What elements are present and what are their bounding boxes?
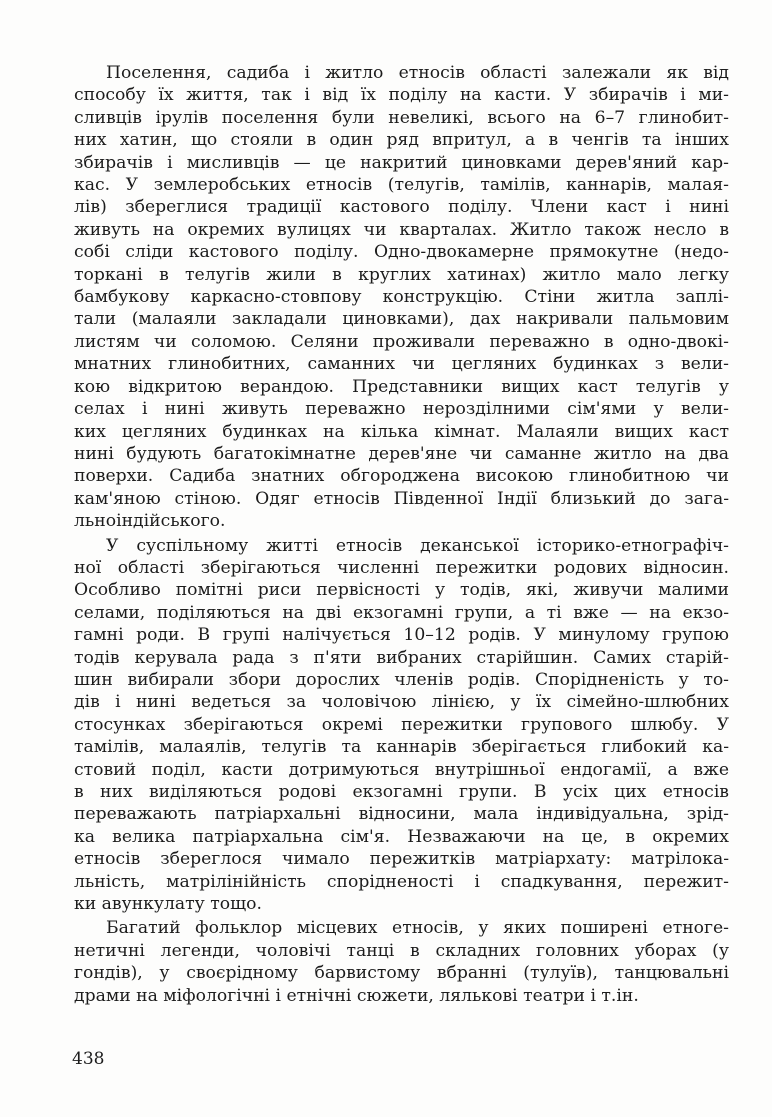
text-line: лів) збереглися традиції кастового поділу. Члени каст і нині bbox=[74, 197, 729, 218]
text-line: них хатин, що стояли в один ряд впритул, а в ченгів та інших bbox=[74, 130, 729, 151]
text-line: бамбукову каркасно-стовпову конструкцію. Стіни житла заплі- bbox=[74, 287, 729, 308]
text-line: нетичні легенди, чоловічі танці в складних головних уборах (у bbox=[74, 940, 729, 961]
text-line: Поселення, садиба і житло етносів області залежали як від bbox=[106, 63, 729, 83]
text-line: Багатий фольклор місцевих етносів, у яких поширені етноге- bbox=[106, 918, 729, 939]
text-line: кас. У землеробських етносів (телугів, тамілів, каннарів, малая- bbox=[74, 175, 729, 196]
text-line: стосунках зберігаються окремі пережитки групового шлюбу. У bbox=[74, 714, 729, 735]
paragraph bbox=[74, 535, 729, 916]
text-line: У суспільному житті етносів деканської історико-етнографіч- bbox=[106, 535, 729, 556]
text-line: селах і нині живуть переважно нерозділними сім'ями у вели- bbox=[74, 399, 729, 420]
text-line: мнатних глинобитних, саманних чи цегляних будинках з вели- bbox=[74, 354, 729, 375]
text-line: етносів збереглося чимало пережитків матріархату: матрілока- bbox=[74, 849, 729, 870]
text-line: шин вибирали збори дорослих членів родів. Спорідненість у то- bbox=[74, 669, 729, 690]
text-line: живуть на окремих вулицях чи кварталах. Житло також несло в bbox=[74, 219, 729, 240]
text-line: кою відкритою верандою. Представники вищих каст телугів у bbox=[74, 376, 729, 397]
text-line: тодів керувала рада з п'яти вибраних старійшин. Самих старій- bbox=[74, 647, 729, 668]
text-line: стовий поділ, касти дотримуються внутрішньої ендогамії, а вже bbox=[74, 759, 729, 780]
text-line: сливців ірулів поселення були невеликі, всього на 6–7 глинобит- bbox=[74, 107, 729, 128]
text-line: льність, матрілінійність спорідненості і спадкування, пережит- bbox=[74, 871, 729, 892]
text-line: льноіндійського. bbox=[74, 511, 226, 532]
text-line: тали (малаяли закладали циновками), дах накривали пальмовим bbox=[74, 309, 729, 330]
text-line: нині будують багатокімнатне дерев'яне чи саманне житло на два bbox=[74, 443, 729, 464]
text-line: кам'яною стіною. Одяг етносів Південної Індії близький до зага- bbox=[74, 488, 729, 509]
text-line: селами, поділяються на дві екзогамні групи, а ті вже — на екзо- bbox=[74, 602, 729, 623]
text-line: ної області зберігаються численні пережитки родових відносин. bbox=[74, 557, 729, 578]
body-text bbox=[74, 62, 729, 1007]
text-line: гондів), у своєрідному барвистому вбранні (тулуїв), танцювальні bbox=[74, 963, 729, 984]
paragraph bbox=[74, 62, 729, 533]
text-line: собі сліди кастового поділу. Одно-двокамерне прямокутне (недо- bbox=[74, 242, 729, 263]
text-line: гамні роди. В групі налічується 10–12 родів. У минулому групою bbox=[74, 625, 729, 646]
text-line: способу їх життя, так і від їх поділу на касти. У збирачів і ми- bbox=[74, 85, 729, 106]
text-line: в них виділяються родові екзогамні групи. В усіх цих етносів bbox=[74, 782, 729, 802]
text-line: тамілів, малаялів, телугів та каннарів зберігається глибокий ка- bbox=[74, 737, 729, 758]
text-line: драми на міфологічні і етнічні сюжети, лялькові театри і т.ін. bbox=[74, 985, 639, 1006]
text-line: ких цегляних будинках на кілька кімнат. Малаяли вищих каст bbox=[74, 421, 729, 442]
text-line: переважають патріархальні відносини, мала індивідуальна, зрід- bbox=[74, 804, 729, 825]
text-line: ка велика патріархальна сім'я. Незважаючи на це, в окремих bbox=[74, 826, 729, 847]
paragraph bbox=[74, 917, 729, 1007]
text-line: торкані в телугів жили в круглих хатинах) житло мало легку bbox=[74, 264, 729, 285]
page-number: 438 bbox=[72, 1049, 105, 1069]
text-line: Особливо помітні риси первісності у тодів, які, живучи малими bbox=[74, 580, 729, 601]
text-line: збирачів і мисливців — це накритий циновками дерев'яний кар- bbox=[74, 152, 729, 173]
text-line: дів і нині ведеться за чоловічою лінією, у їх сімейно-шлюбних bbox=[74, 692, 729, 713]
text-line: поверхи. Садиба знатних обгороджена високою глинобитною чи bbox=[74, 466, 729, 487]
text-line: ки авункулату тощо. bbox=[74, 894, 262, 915]
text-line: листям чи соломою. Селяни проживали переважно в одно-двокі- bbox=[74, 331, 729, 352]
